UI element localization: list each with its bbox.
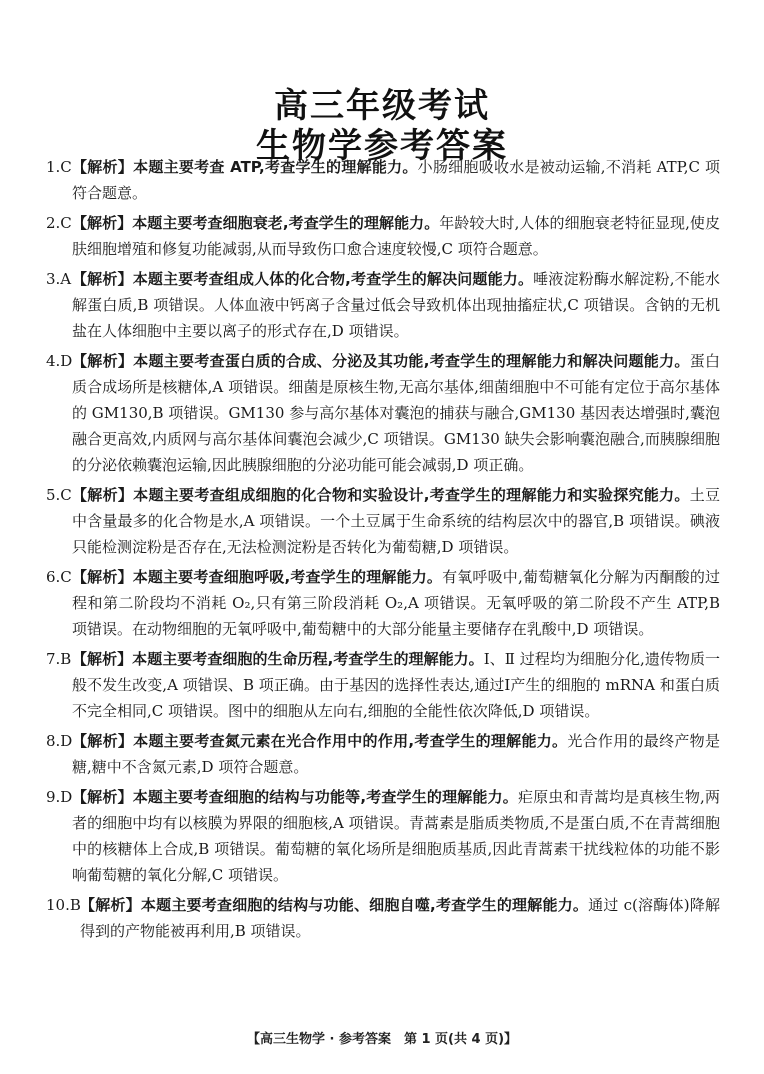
answer-body xyxy=(72,266,720,344)
answer-number: 8.D xyxy=(46,732,73,750)
answer-body xyxy=(80,892,720,944)
answer-explanation: 蛋白质合成场所是核糖体,A 项错误。细菌是原核生物,无高尔基体,细菌细胞中不可能有定位于高尔基体的 GM130,B 项错误。GM130 参与高尔基体对囊泡的捕获与融合,GM130 基因表达增强时,囊泡融合更高效,内质网与高尔基体间囊泡会减少,C 项错误。GM130 缺失会影响囊泡融合,而胰腺细胞的分泌依赖囊泡运输,因此胰腺细胞的分泌功能可能会减弱,D 项正确。 xyxy=(72,352,720,474)
answer-focus: 本题主要考查细胞的生命历程,考查学生的理解能力。 xyxy=(132,650,484,668)
answer-explanation: 土豆中含量最多的化合物是水,A 项错误。一个土豆属于生命系统的结构层次中的器官,B 项错误。碘液只能检测淀粉是否存在,无法检测淀粉是否转化为葡萄糖,D 项错误。 xyxy=(72,486,720,556)
answer-focus: 本题主要考查细胞呼吸,考查学生的理解能力。 xyxy=(132,568,443,586)
answer-explanation: 年龄较大时,人体的细胞衰老特征显现,使皮肤细胞增殖和修复功能减弱,从而导致伤口愈合速度较慢,C 项符合题意。 xyxy=(72,214,720,258)
analysis-tag: 【解析】 xyxy=(72,568,133,586)
answer-number: 9.D xyxy=(46,788,73,806)
answer-focus: 本题主要考查细胞衰老,考查学生的理解能力。 xyxy=(132,214,440,232)
answer-number: 5.C xyxy=(46,486,72,504)
analysis-tag: 【解析】 xyxy=(72,486,134,504)
answer-body xyxy=(72,564,720,642)
answer-item-1 xyxy=(46,154,720,206)
answer-number: 7.B xyxy=(46,650,72,668)
answer-number: 6.C xyxy=(46,568,72,586)
answer-body xyxy=(72,646,720,724)
answer-item-3 xyxy=(46,266,720,344)
analysis-tag: 【解析】 xyxy=(72,270,133,288)
page-subtitle: 生物学参考答案 xyxy=(256,126,508,166)
answer-item-4 xyxy=(46,348,720,478)
answer-item-9 xyxy=(46,784,720,888)
answer-item-7 xyxy=(46,646,720,724)
analysis-tag: 【解析】 xyxy=(72,732,134,750)
answer-number: 1.C xyxy=(46,158,72,176)
answer-body xyxy=(72,348,720,478)
answer-number: 2.C xyxy=(46,214,72,232)
answer-explanation: 疟原虫和青蒿均是真核生物,两者的细胞中均有以核膜为界限的细胞核,A 项错误。青蒿素是脂质类物质,不是蛋白质,不在青蒿细胞中的核糖体上合成,B 项错误。葡萄糖的氧化场所是细胞质基质,因此青蒿素干扰线粒体的功能不影响葡萄糖的氧化分解,C 项错误。 xyxy=(72,788,720,884)
answer-body xyxy=(72,482,720,560)
answer-focus: 本题主要考查细胞的结构与功能等,考查学生的理解能力。 xyxy=(132,788,518,806)
answer-number: 3.A xyxy=(46,270,72,288)
answer-focus: 本题主要考查组成细胞的化合物和实验设计,考查学生的理解能力和实验探究能力。 xyxy=(133,486,690,504)
page-footer: 【高三生物学 · 参考答案 第 1 页(共 4 页)】 xyxy=(246,1032,518,1047)
analysis-tag: 【解析】 xyxy=(72,650,133,668)
analysis-tag: 【解析】 xyxy=(72,352,134,370)
analysis-tag: 【解析】 xyxy=(80,896,141,914)
answer-item-5 xyxy=(46,482,720,560)
answer-explanation: Ⅰ、Ⅱ 过程均为细胞分化,遗传物质一般不发生改变,A 项错误、B 项正确。由于基因的选择性表达,通过Ⅰ产生的细胞的 mRNA 和蛋白质不完全相同,C 项错误。图中的细胞从左向右,细胞的全能性依次降低,D 项错误。 xyxy=(72,650,720,720)
answer-focus: 本题主要考查 ATP,考查学生的理解能力。 xyxy=(133,158,418,176)
answer-list xyxy=(46,154,720,944)
answer-item-2 xyxy=(46,210,720,262)
answer-explanation: 通过 c(溶酶体)降解得到的产物能被再利用,B 项错误。 xyxy=(80,896,720,940)
answer-item-8 xyxy=(46,728,720,780)
answer-explanation: 光合作用的最终产物是糖,糖中不含氮元素,D 项符合题意。 xyxy=(72,732,720,776)
page-title: 高三年级考试 xyxy=(274,86,490,126)
analysis-tag: 【解析】 xyxy=(72,214,133,232)
answer-item-6 xyxy=(46,564,720,642)
answer-explanation: 小肠细胞吸收水是被动运输,不消耗 ATP,C 项符合题意。 xyxy=(72,158,720,202)
answer-body xyxy=(72,728,720,780)
answer-focus: 本题主要考查组成人体的化合物,考查学生的解决问题能力。 xyxy=(132,270,534,288)
analysis-tag: 【解析】 xyxy=(72,788,133,806)
answer-body xyxy=(72,210,720,262)
answer-number: 10.B xyxy=(46,896,81,914)
answer-body xyxy=(72,154,720,206)
answer-focus: 本题主要考查氮元素在光合作用中的作用,考查学生的理解能力。 xyxy=(133,732,568,750)
answer-focus: 本题主要考查蛋白质的合成、分泌及其功能,考查学生的理解能力和解决问题能力。 xyxy=(133,352,690,370)
answer-number: 4.D xyxy=(46,352,73,370)
analysis-tag: 【解析】 xyxy=(72,158,134,176)
answer-focus: 本题主要考查细胞的结构与功能、细胞自噬,考查学生的理解能力。 xyxy=(140,896,589,914)
answer-explanation: 有氧呼吸中,葡萄糖氧化分解为丙酮酸的过程和第二阶段均不消耗 O₂,只有第三阶段消耗 O₂,A 项错误。无氧呼吸的第二阶段不产生 ATP,B 项错误。在动物细胞的无氧呼吸中,葡萄糖中的大部分能量主要储存在乳酸中,D 项错误。 xyxy=(72,568,720,638)
answer-body xyxy=(72,784,720,888)
answer-item-10 xyxy=(46,892,720,944)
answer-explanation: 唾液淀粉酶水解淀粉,不能水解蛋白质,B 项错误。人体血液中钙离子含量过低会导致机体出现抽搐症状,C 项错误。含钠的无机盐在人体细胞中主要以离子的形式存在,D 项错误。 xyxy=(72,270,720,340)
